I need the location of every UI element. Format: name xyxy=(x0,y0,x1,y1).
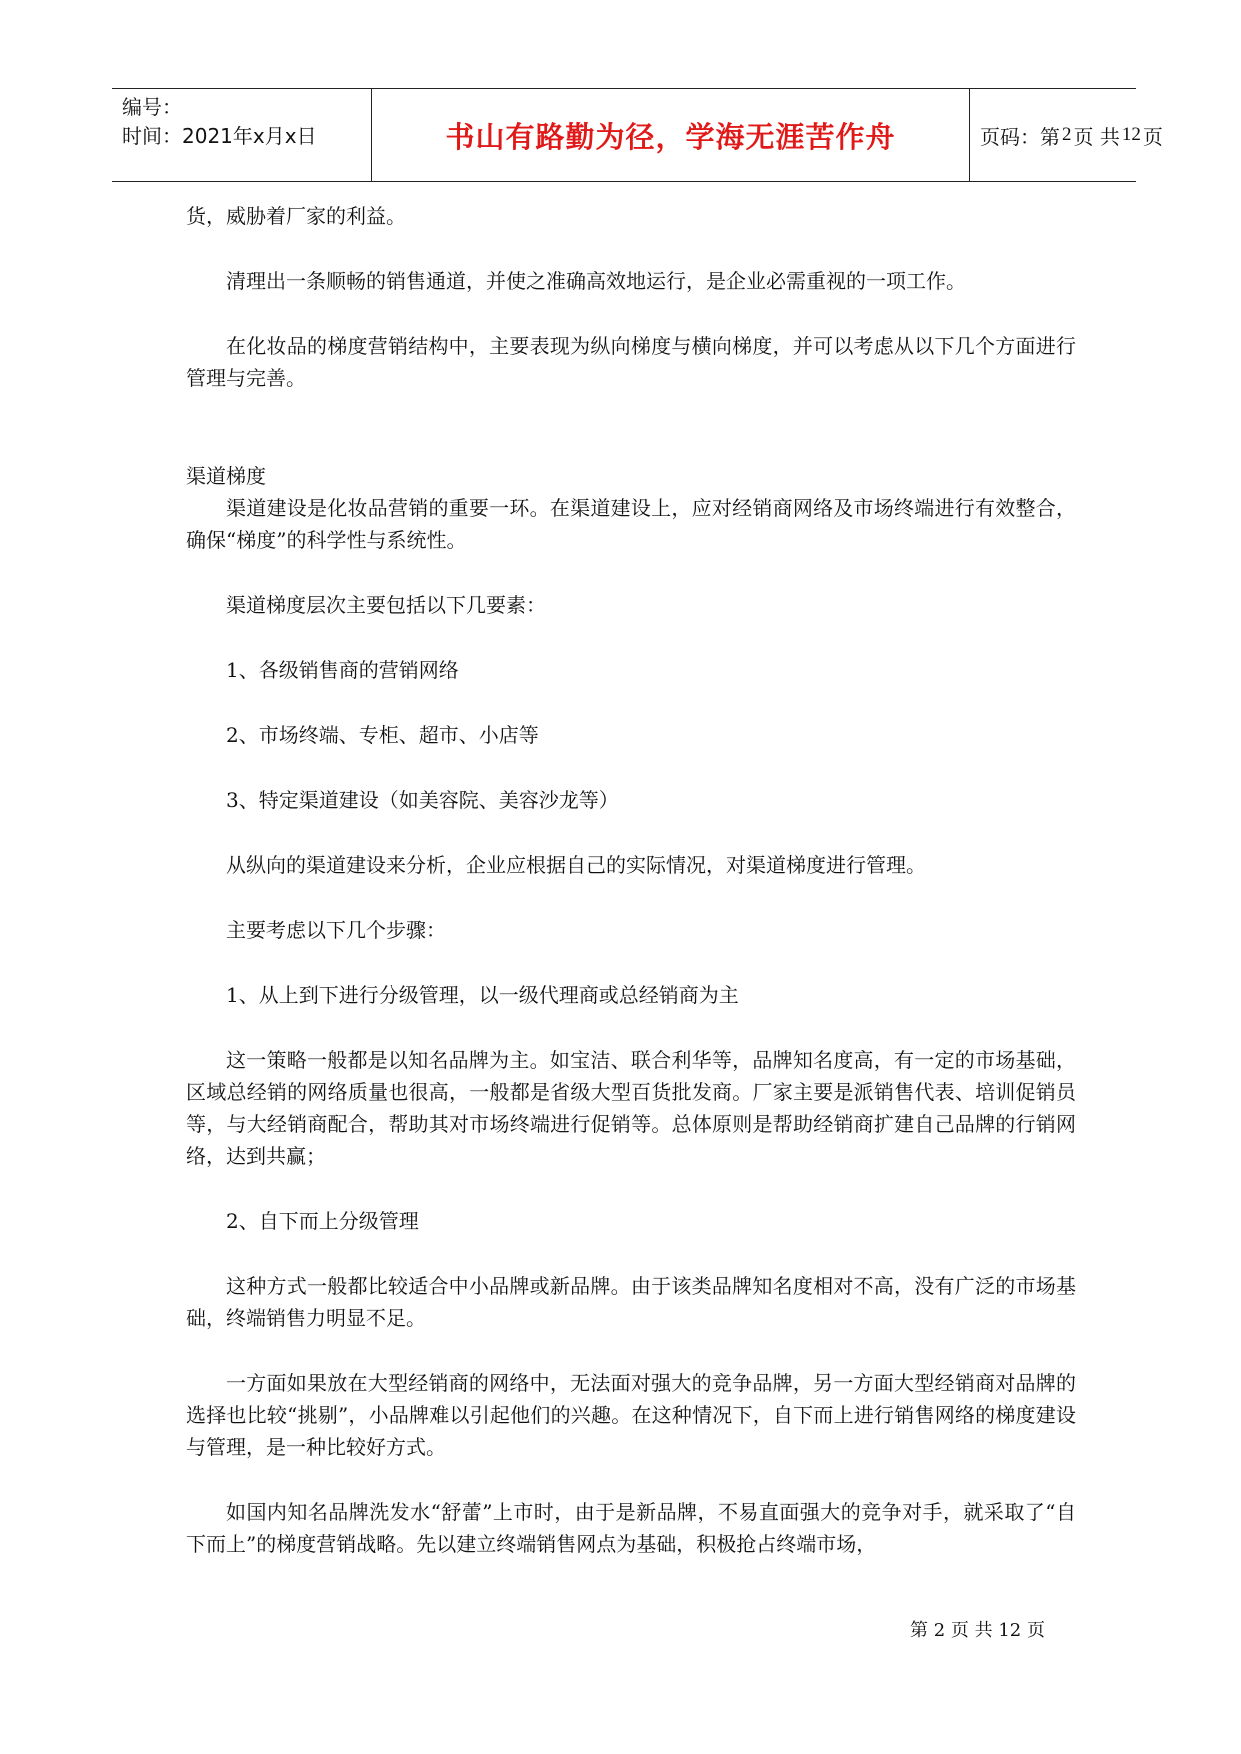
spacer xyxy=(186,297,1076,330)
page-current: 2 xyxy=(1062,124,1072,145)
spacer xyxy=(186,1334,1076,1367)
paragraph: 主要考虑以下几个步骤： xyxy=(226,918,446,942)
page-prefix: 页码：第 xyxy=(980,124,1060,149)
header-motto-cell xyxy=(372,89,970,181)
page-total: 12 xyxy=(1121,124,1141,145)
list-item: 2、市场终端、专柜、超市、小店等 xyxy=(226,723,539,747)
paragraph: 在化妆品的梯度营销结构中，主要表现为纵向梯度与横向梯度，并可以考虑从以下几个方面进行管理与完善。 xyxy=(186,334,1076,390)
spacer xyxy=(186,1237,1076,1270)
spacer xyxy=(186,751,1076,784)
list-item: 1、从上到下进行分级管理，以一级代理商或总经销商为主 xyxy=(226,983,739,1007)
spacer xyxy=(186,1172,1076,1205)
paragraph: 清理出一条顺畅的销售通道，并使之准确高效地运行，是企业必需重视的一项工作。 xyxy=(226,269,966,293)
spacer xyxy=(186,621,1076,654)
spacer xyxy=(186,1011,1076,1044)
spacer xyxy=(186,394,1076,460)
list-item: 1、各级销售商的营销网络 xyxy=(226,658,459,682)
spacer xyxy=(186,946,1076,979)
paragraph: 这种方式一般都比较适合中小品牌或新品牌。由于该类品牌知名度相对不高，没有广泛的市场基础，终端销售力明显不足。 xyxy=(186,1274,1076,1330)
document-body xyxy=(186,200,1076,1560)
header-motto: 书山有路勤为径，学海无涯苦作舟 xyxy=(445,119,896,154)
section-heading: 渠道梯度 xyxy=(186,464,266,488)
spacer xyxy=(186,881,1076,914)
paragraph: 一方面如果放在大型经销商的网络中，无法面对强大的竞争品牌，另一方面大型经销商对品牌的选择也比较“挑剔”，小品牌难以引起他们的兴趣。在这种情况下，自下而上进行销售网络的梯度建设与管理，是一种比较好方式。 xyxy=(186,1371,1076,1459)
page-footer: 第 2 页 共 12 页 xyxy=(910,1620,1045,1641)
list-item: 3、特定渠道建设（如美容院、美容沙龙等） xyxy=(226,788,619,812)
page-header xyxy=(112,88,1163,182)
paragraph: 这一策略一般都是以知名品牌为主。如宝洁、联合利华等，品牌知名度高，有一定的市场基础，区域总经销的网络质量也很高，一般都是省级大型百货批发商。厂家主要是派销售代表、培训促销员等，与大经销商配合，帮助其对市场终端进行促销等。总体原则是帮助经销商扩建自己品牌的行销网络，达到共赢； xyxy=(186,1048,1076,1168)
spacer xyxy=(186,232,1076,265)
list-item: 2、自下而上分级管理 xyxy=(226,1209,419,1233)
spacer xyxy=(186,1463,1076,1496)
document-date: 时间：2021年x月x日 xyxy=(122,124,317,148)
spacer xyxy=(186,686,1076,719)
document-number-label: 编号： xyxy=(122,95,182,119)
spacer xyxy=(186,556,1076,589)
paragraph: 渠道建设是化妆品营销的重要一环。在渠道建设上，应对经销商网络及市场终端进行有效整合，确保“梯度”的科学性与系统性。 xyxy=(186,496,1076,552)
spacer xyxy=(186,816,1076,849)
paragraph: 如国内知名品牌洗发水“舒蕾”上市时，由于是新品牌，不易直面强大的竞争对手，就采取了“自下而上”的梯度营销战略。先以建立终端销售网点为基础，积极抢占终端市场， xyxy=(186,1500,1076,1556)
header-meta xyxy=(112,89,372,181)
page-suffix: 页 xyxy=(1142,124,1163,149)
header-page-indicator xyxy=(970,89,1163,181)
paragraph: 货，威胁着厂家的利益。 xyxy=(186,204,406,228)
paragraph: 从纵向的渠道建设来分析，企业应根据自己的实际情况，对渠道梯度进行管理。 xyxy=(226,853,926,877)
page-middle: 页 共 xyxy=(1073,124,1120,149)
paragraph: 渠道梯度层次主要包括以下几要素： xyxy=(226,593,546,617)
